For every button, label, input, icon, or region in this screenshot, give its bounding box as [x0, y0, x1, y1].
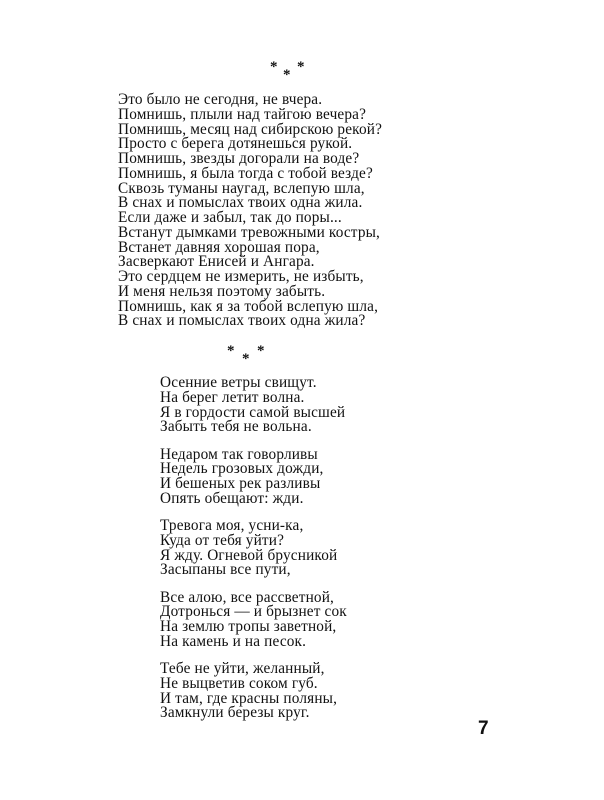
poem-line: Тревога моя, усни-ка,: [160, 517, 304, 534]
poem-line: Я в гордости самой высшей: [160, 403, 346, 421]
poem-line: И меня нельзя поэтому забыть.: [118, 282, 326, 300]
poem-line: На камень и на песок.: [160, 632, 307, 650]
poem-line: Тебе не уйти, желанный,: [160, 660, 325, 677]
poem-line: Если даже и забыл, так до поры...: [118, 209, 342, 226]
poem-line: Замкнули березы круг.: [160, 704, 310, 722]
poem-line: Осенние ветры свищут.: [160, 374, 317, 391]
poem-line: И бешеных рек разливы: [160, 475, 321, 492]
stanza: [160, 376, 347, 435]
poem-line: Встанет давняя хорошая пора,: [118, 238, 320, 256]
stanza: [160, 588, 347, 650]
poem-line: Недель грозовых дожди,: [160, 460, 324, 478]
poem-line: Помнишь, как я за тобой вслепую шла,: [118, 297, 379, 315]
section-separator-asterisks: [227, 344, 267, 366]
poem-line: Это сердцем не измерить, не избыть,: [118, 268, 364, 285]
poem-line: Дотронься — и брызнет сок: [160, 603, 347, 621]
stanza: [160, 445, 347, 507]
poem-line: Помнишь, месяц над сибирскою рекой?: [118, 120, 383, 138]
poem-line: Засверкают Енисей и Ангара.: [118, 253, 315, 271]
poem-line: На землю тропы заветной,: [160, 618, 337, 635]
asterisk-icon: *: [242, 351, 250, 367]
poem-line: В снах и помыслах твоих одна жила?: [118, 312, 366, 330]
poem-line: Сквозь туманы наугад, вслепую шла,: [118, 179, 365, 197]
poem-line: Я жду. Огневой брусникой: [160, 546, 338, 564]
poem-line: Встанут дымками тревожными костры,: [118, 223, 381, 241]
poem-line: Куда от тебя уйти?: [160, 531, 285, 549]
poem-line: Помнишь, я была тогда с тобой везде?: [118, 164, 373, 182]
asterisk-icon: *: [297, 59, 305, 75]
poem-line: На берег летит волна.: [160, 388, 305, 406]
asterisk-icon: *: [257, 343, 265, 359]
poem-line: Забыть тебя не вольна.: [160, 418, 312, 436]
poem-line: Засыпаны все пути,: [160, 561, 291, 579]
poem-line: Помнишь, плыли над тайгою вечера?: [118, 105, 367, 123]
asterisk-icon: *: [270, 59, 278, 75]
asterisk-icon: *: [283, 67, 291, 83]
poem-line: Не выцветив соком губ.: [160, 674, 318, 692]
poem-line: Недаром так говорливы: [160, 445, 318, 463]
page-number: 7: [478, 718, 489, 739]
asterisk-icon: *: [227, 343, 235, 359]
poem-line: И там, где красны поляны,: [160, 689, 338, 707]
stanza: [160, 519, 347, 578]
section-separator-asterisks: [270, 60, 310, 82]
poem-line: Это было не сегодня, не вчера.: [118, 91, 323, 108]
stanza: [160, 662, 347, 721]
poem-line: Просто с берега дотянешься рукой.: [118, 135, 353, 153]
poem-line: Опять обещают: жди.: [160, 489, 304, 507]
poem-1: [118, 93, 382, 329]
poem-2: [160, 376, 347, 734]
poem-line: Помнишь, звезды догорали на воде?: [118, 150, 360, 167]
poem-line: Все алою, все рассветной,: [160, 588, 335, 606]
poem-line: В снах и помыслах твоих одна жила.: [118, 194, 363, 212]
